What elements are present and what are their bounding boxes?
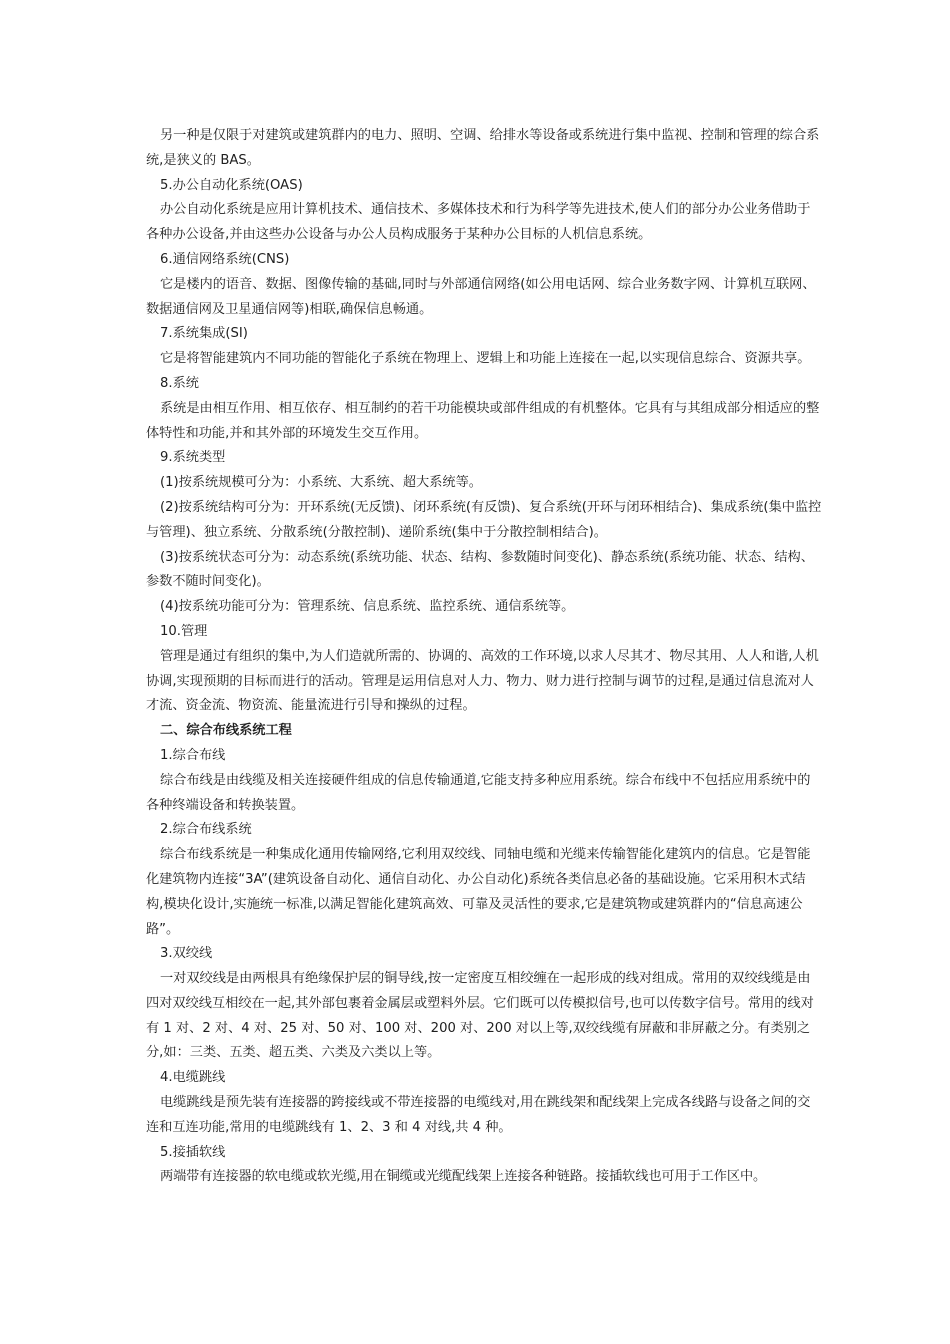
item-heading: 1.综合布线 xyxy=(160,747,226,763)
body-paragraph: 电缆跳线是预先装有连接器的跨接线或不带连接器的电缆线对,用在跳线架和配线架上完成各线路与设备之间的交连和互连功能,常用的电缆跳线有 1、2、3 和 4 对线,共 4 种。 xyxy=(146,1095,811,1135)
body-paragraph: 综合布线是由线缆及相关连接硬件组成的信息传输通道,它能支持多种应用系统。综合布线中不包括应用系统中的各种终端设备和转换装置。 xyxy=(146,772,811,813)
list-paragraph: (3)按系统状态可分为：动态系统(系统功能、状态、结构、参数随时间变化)、静态系统(系统功能、状态、结构、参数不随时间变化)。 xyxy=(146,549,814,590)
document-page xyxy=(146,124,822,1190)
section-title: 二、综合布线系统工程 xyxy=(160,723,292,739)
item-heading: 4.电缆跳线 xyxy=(160,1070,226,1086)
item-heading: 9.系统类型 xyxy=(160,450,226,466)
item-heading: 2.综合布线系统 xyxy=(160,822,252,838)
list-paragraph: (1)按系统规模可分为：小系统、大系统、超大系统等。 xyxy=(160,475,482,491)
list-paragraph: (4)按系统功能可分为：管理系统、信息系统、监控系统、通信系统等。 xyxy=(160,599,575,615)
item-heading: 6.通信网络系统(CNS) xyxy=(160,251,290,267)
item-heading: 3.双绞线 xyxy=(160,946,213,962)
body-paragraph: 它是将智能建筑内不同功能的智能化子系统在物理上、逻辑上和功能上连接在一起,以实现信息综合、资源共享。 xyxy=(160,351,811,367)
body-paragraph: 办公自动化系统是应用计算机技术、通信技术、多媒体技术和行为科学等先进技术,使人们的部分办公业务借助于各种办公设备,并由这些办公设备与办公人员构成服务于某种办公目标的人机信息系统。 xyxy=(146,202,811,243)
item-heading: 10.管理 xyxy=(160,623,208,639)
body-paragraph: 管理是通过有组织的集中,为人们造就所需的、协调的、高效的工作环境,以求人尽其才、物尽其用、人人和谐,人机协调,实现预期的目标而进行的活动。管理是运用信息对人力、物力、财力进行控制与调节的过程,是通过信息流对人才流、资金流、物资流、能量流进行引导和操纵的过程。 xyxy=(146,648,819,714)
item-heading: 5.接插软线 xyxy=(160,1144,226,1160)
item-heading: 7.系统集成(SI) xyxy=(160,326,248,342)
body-paragraph: 它是楼内的语音、数据、图像传输的基础,同时与外部通信网络(如公用电话网、综合业务数字网、计算机互联网、数据通信网及卫星通信网等)相联,确保信息畅通。 xyxy=(146,276,816,317)
body-paragraph: 一对双绞线是由两根具有绝缘保护层的铜导线,按一定密度互相绞缠在一起形成的线对组成。常用的双绞线缆是由四对双绞线互相绞在一起,其外部包裹着金属层或塑料外层。它们既可以传模拟信号,也可以传数字信号。常用的线对有 1 对、2 对、4 对、25 对、50 对、100 对、200 对、200 对以上等,双绞线缆有屏蔽和非屏蔽之分。有类别之分,如：三类、五类、超五类、六类及六类以上等。 xyxy=(146,971,814,1061)
body-paragraph: 系统是由相互作用、相互依存、相互制约的若干功能模块或部件组成的有机整体。它具有与其组成部分相适应的整体特性和功能,并和其外部的环境发生交互作用。 xyxy=(146,400,820,441)
body-paragraph: 两端带有连接器的软电缆或软光缆,用在铜缆或光缆配线架上连接各种链路。接插软线也可用于工作区中。 xyxy=(160,1169,767,1185)
item-heading: 8.系统 xyxy=(160,375,199,391)
body-paragraph: 综合布线系统是一种集成化通用传输网络,它利用双绞线、同轴电缆和光缆来传输智能化建筑内的信息。它是智能化建筑物内连接“3A”(建筑设备自动化、通信自动化、办公自动化)系统各类信息必备的基础设施。它采用积木式结构,模块化设计,实施统一标准,以满足智能化建筑高效、可靠及灵活性的要求,它是建筑物或建筑群内的“信息高速公路”。 xyxy=(146,847,811,937)
list-paragraph: (2)按系统结构可分为：开环系统(无反馈)、闭环系统(有反馈)、复合系统(开环与闭环相结合)、集成系统(集中监控与管理)、独立系统、分散系统(分散控制)、递阶系统(集中于分散控制相结合)。 xyxy=(146,499,822,540)
item-heading: 5.办公自动化系统(OAS) xyxy=(160,177,303,193)
body-paragraph: 另一种是仅限于对建筑或建筑群内的电力、照明、空调、给排水等设备或系统进行集中监视、控制和管理的综合系统,是狭义的 BAS。 xyxy=(146,128,820,168)
